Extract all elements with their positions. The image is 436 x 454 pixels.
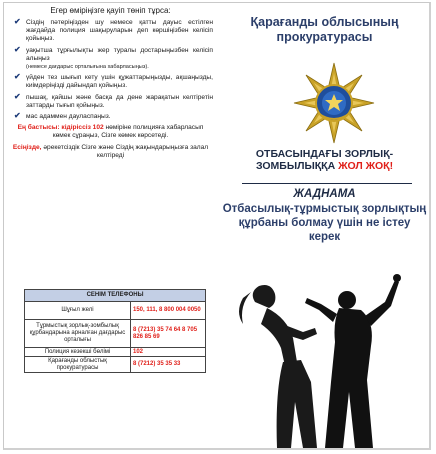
main-advice	[8, 124, 213, 140]
left-panel	[8, 6, 213, 160]
headline	[222, 148, 427, 172]
main-advice-text: нөміріне полицияға хабарласып көмек сұраңыз, Сізге көмек көрсетеді.	[52, 124, 204, 140]
tip-item	[8, 113, 213, 121]
tip-item	[8, 44, 213, 72]
table-header: СЕНІМ ТЕЛЕФОНЫ	[25, 290, 206, 302]
tip-text: уақытша тұрғылықты жер туралы достарыңызбен келісіп алыңыз	[26, 46, 213, 62]
phone-number: 102	[131, 348, 206, 357]
reminder-highlight: Есіңізде,	[12, 143, 42, 151]
reminder	[8, 144, 213, 160]
phone-number: 150, 111, 8 800 004 0050	[131, 302, 206, 320]
tip-item	[8, 19, 213, 44]
headline-highlight: ЖОЛ ЖОҚ!	[338, 160, 394, 172]
check-icon: ✔	[14, 111, 21, 121]
phone-name: Тұрмыстық зорлық-зомбылық құрбандарына арналған дағдарыс орталығы	[25, 320, 131, 348]
tip-item	[8, 74, 213, 90]
check-icon: ✔	[14, 72, 21, 82]
tip-note: (немесе дағдарыс орталығына хабарласыңыз).	[26, 64, 149, 71]
reminder-text: әрекетсіздік Сізге және Сіздің жақындарыңызға залал келтіреді	[41, 143, 209, 159]
check-icon: ✔	[14, 17, 21, 26]
organization-title: Қарағанды облысының прокуратурасы	[250, 15, 399, 44]
phone-name: Қарағанды облыстық прокуратурасы	[25, 357, 131, 373]
phone-number: 8 (7212) 35 35 33	[131, 357, 206, 373]
check-icon: ✔	[14, 44, 21, 54]
phone-name: Шұғыл желі	[25, 302, 131, 320]
tip-text: пышақ, қайшы және басқа да дене жарақатын келтіретін заттарды тығып қойыңыз.	[26, 93, 213, 109]
divider	[242, 183, 412, 184]
phone-name: Полиция кезекші бөлімі	[25, 348, 131, 357]
intro-text: Егер өміріңізге қауіп төніп тұрса:	[50, 6, 171, 15]
tip-text: үйден тез шығып кету үшін құжаттарыңызды, ақшаңызды, киімдеріңізді дайындап қойыңыз.	[26, 74, 213, 90]
table-row	[25, 348, 206, 357]
table-row	[25, 320, 206, 348]
notice-title: ЖАДНАМА	[293, 188, 356, 200]
table-row	[25, 357, 206, 373]
subtitle: Отбасылық-тұрмыстық зорлықтың құрбаны болмау үшін не істеу керек	[222, 203, 427, 243]
headline-text: ОТБАСЫНДАҒЫ ЗОРЛЫҚ-ЗОМБЫЛЫҚҚА	[255, 148, 394, 172]
tip-text: Сіздің пәтеріңізден шу немесе қатты дауыс естілген жағдайда полиция шақыруларын деп көршіңізбен келісіп қойыңыз.	[26, 19, 213, 43]
phone-number: 8 (7213) 35 74 64 8 705 826 85 69	[131, 320, 206, 348]
tip-item	[8, 91, 213, 110]
prosecutor-emblem-icon	[288, 61, 380, 145]
tip-text: мас адаммен дауласпаңыз.	[26, 113, 111, 121]
check-icon: ✔	[14, 91, 21, 101]
trust-phone-table	[24, 289, 206, 373]
main-advice-highlight: Ең бастысы: кідіріссіз 102	[17, 124, 104, 132]
violence-silhouette-image	[225, 262, 425, 448]
table-row	[25, 302, 206, 320]
